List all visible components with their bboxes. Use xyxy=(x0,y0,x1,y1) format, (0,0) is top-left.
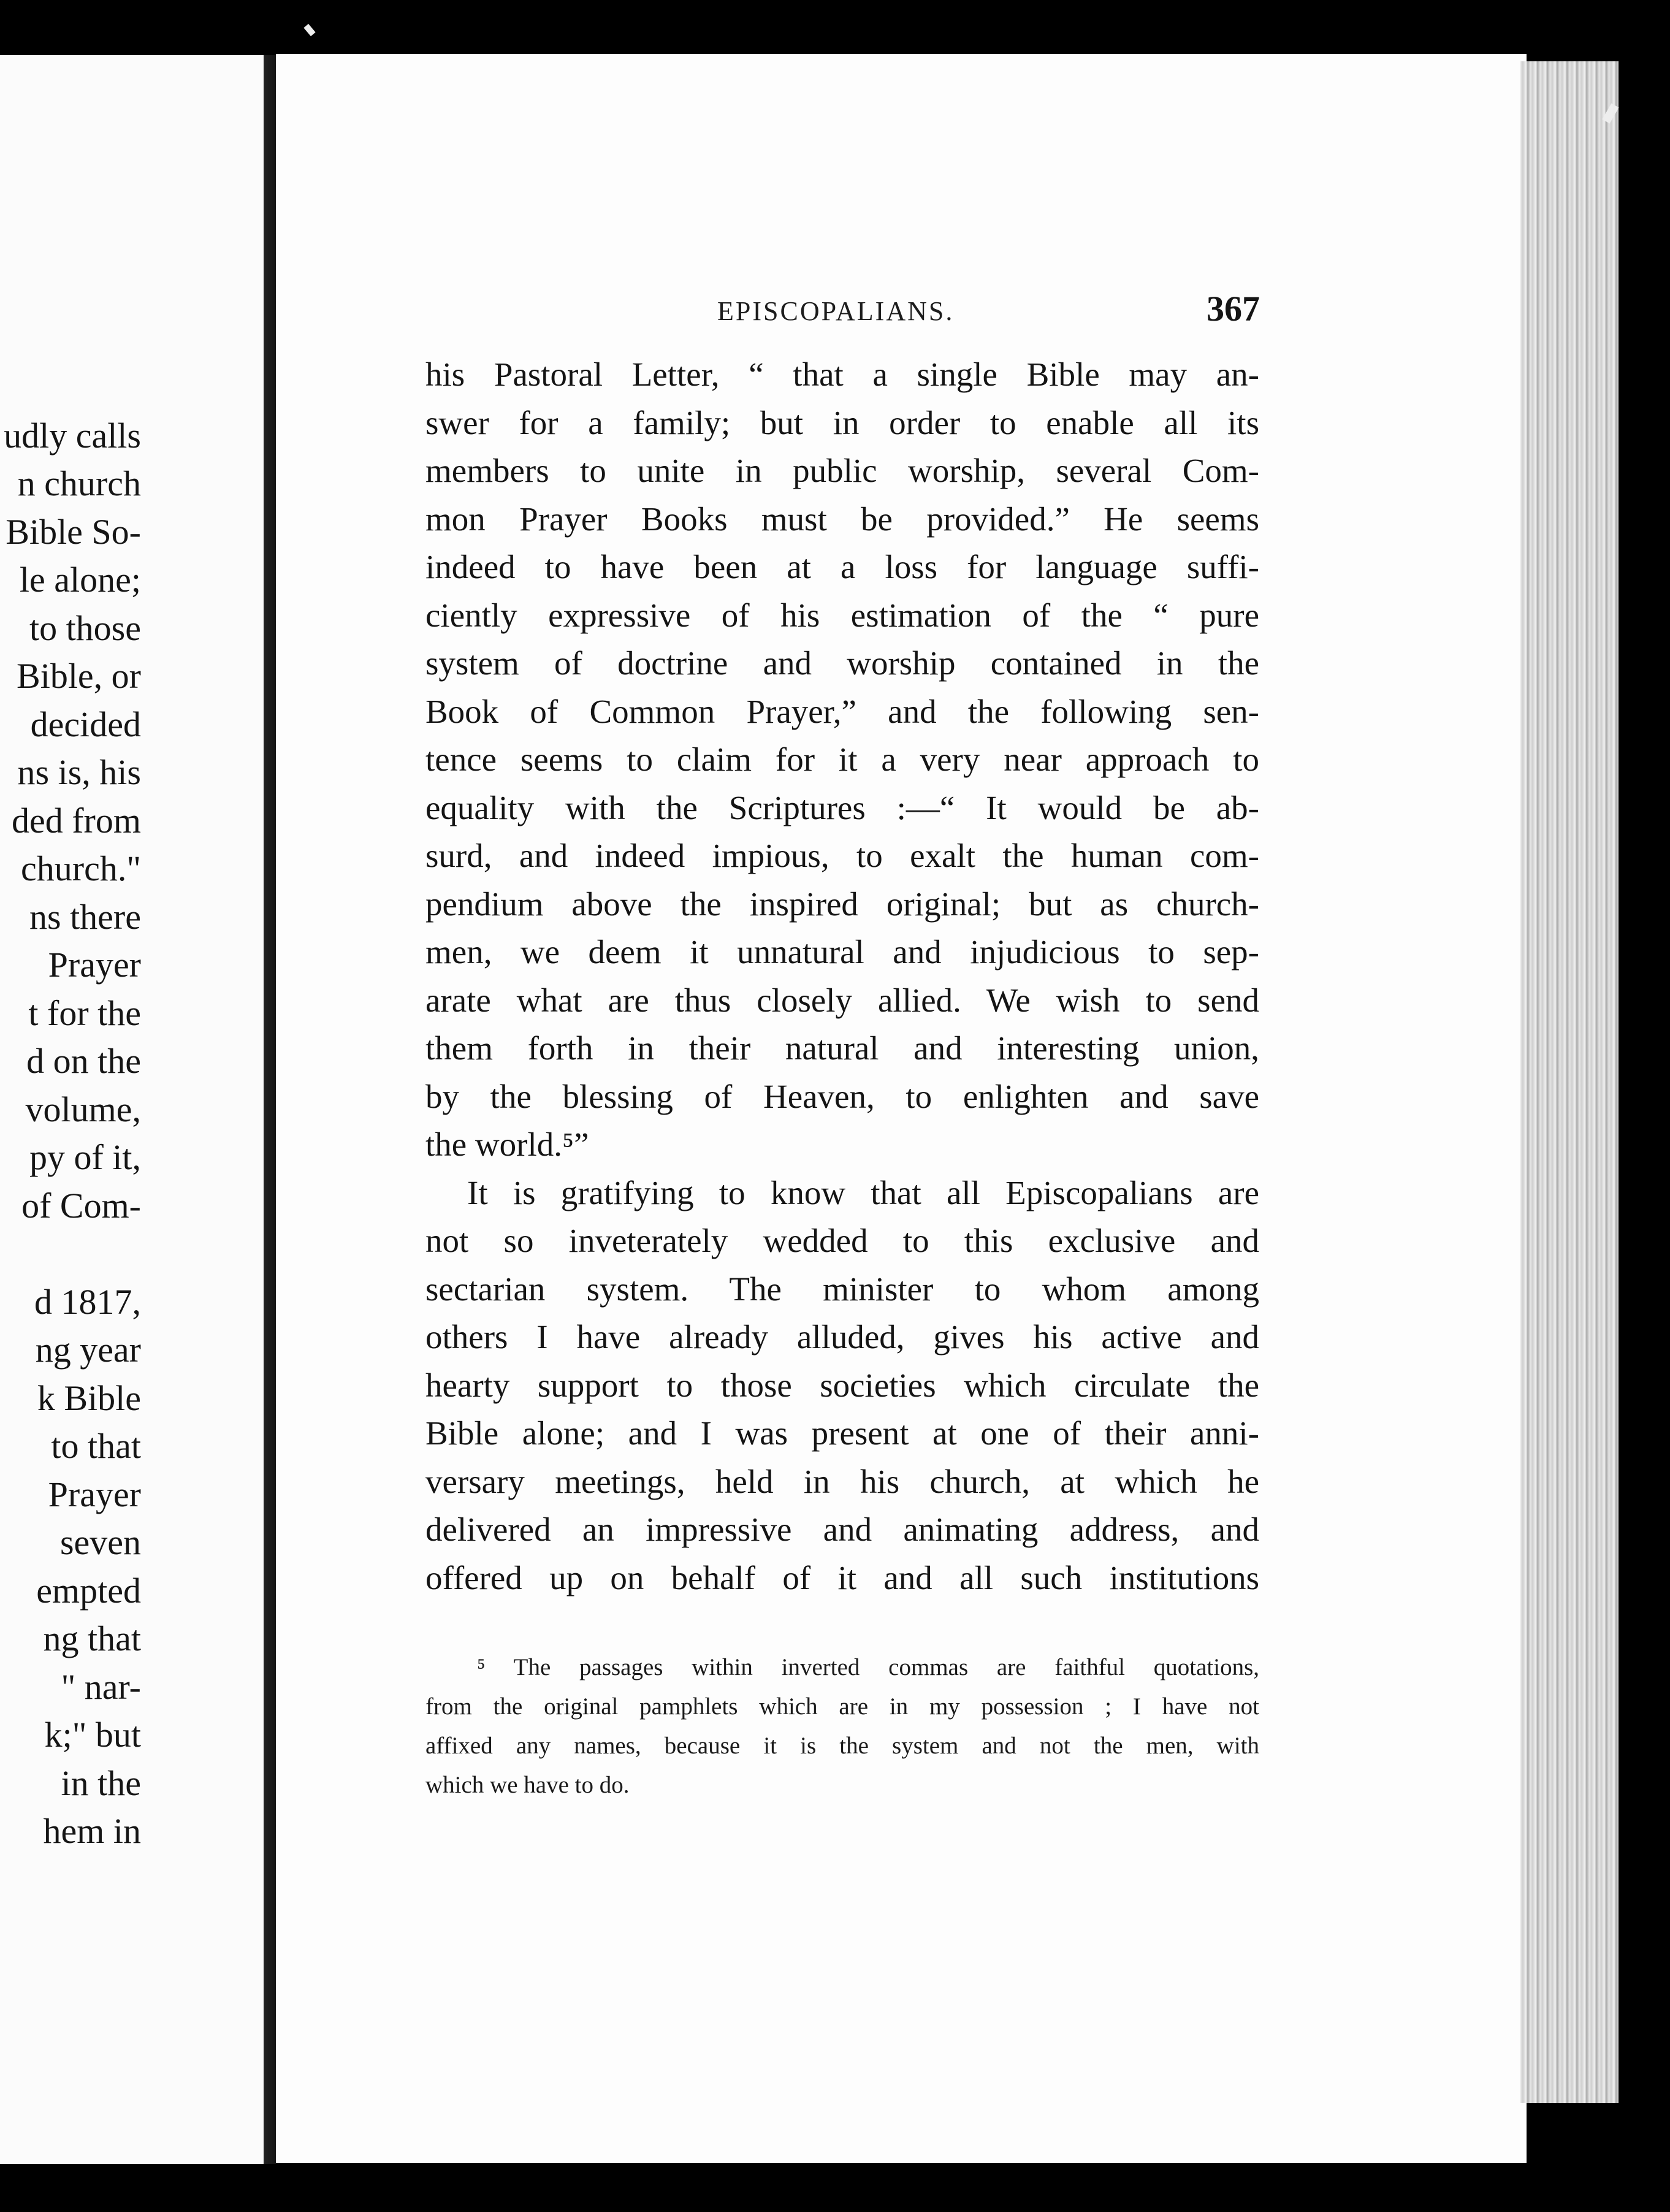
text-line: the world.⁵” xyxy=(425,1126,589,1163)
text-line: his Pastoral Letter, “ that a single Bible may an- xyxy=(425,356,1259,393)
text-line: indeed to have been at a loss for language suffi- xyxy=(425,548,1259,585)
left-page-fragment: Prayer xyxy=(48,945,141,985)
left-page-fragment: py of it, xyxy=(29,1137,141,1177)
left-page-fragment: hem in xyxy=(43,1811,141,1851)
text-line: mon Prayer Books must be provided.” He seems xyxy=(425,500,1259,538)
left-page-fragment: k Bible xyxy=(37,1378,141,1418)
left-page-fragment: volume, xyxy=(25,1089,141,1129)
left-page-fragment: of Com- xyxy=(21,1186,141,1226)
left-page-fragment: d 1817, xyxy=(34,1282,141,1322)
text-line: versary meetings, held in his church, at which he xyxy=(425,1462,1259,1500)
text-line: Book of Common Prayer,” and the following sen- xyxy=(425,692,1259,730)
scan-speck xyxy=(303,24,315,36)
left-page-fragment: seven xyxy=(59,1522,141,1562)
left-page-fragment: k;" but xyxy=(44,1715,141,1755)
text-line: It is gratifying to know that all Episcopalians are xyxy=(467,1173,1259,1211)
running-title: EPISCOPALIANS. xyxy=(717,296,955,326)
footnote-line: which we have to do. xyxy=(425,1772,630,1798)
text-line: delivered an impressive and animating address, and xyxy=(425,1511,1259,1548)
text-line: by the blessing of Heaven, to enlighten and save xyxy=(425,1077,1259,1115)
text-line: pendium above the inspired original; but as church- xyxy=(425,885,1259,923)
body-text xyxy=(425,351,1259,1602)
text-line: hearty support to those societies which circulate the xyxy=(425,1366,1259,1404)
footnote-line: affixed any names, because it is the system and not the men, with xyxy=(425,1733,1259,1759)
left-page-fragment: to that xyxy=(51,1426,141,1466)
page-number: 367 xyxy=(1207,289,1260,329)
left-page-fragment: to those xyxy=(29,608,141,648)
left-page-fragment: udly calls xyxy=(4,416,141,456)
text-line: tence seems to claim for it a very near approach to xyxy=(425,741,1259,778)
text-line: sectarian system. The minister to whom among xyxy=(425,1270,1259,1308)
text-line: swer for a family; but in order to enable all its xyxy=(425,403,1259,441)
left-page-fragment: Prayer xyxy=(48,1474,141,1514)
left-page-fragment: ded from xyxy=(12,801,141,841)
text-line: others I have already alluded, gives his active and xyxy=(425,1318,1259,1356)
text-line: members to unite in public worship, several Com- xyxy=(425,452,1259,489)
left-page-fragment: ng that xyxy=(43,1619,141,1658)
left-page-fragment: d on the xyxy=(26,1041,141,1081)
text-line: equality with the Scriptures :—“ It would be ab- xyxy=(425,788,1259,826)
left-page-fragment: " nar- xyxy=(61,1667,141,1707)
left-page-fragment: ns there xyxy=(29,897,141,937)
left-page-fragment: Bible So- xyxy=(6,512,141,552)
footnote xyxy=(425,1648,1259,1805)
footnote-line: ⁵ The passages within inverted commas are faithful quotations, xyxy=(477,1654,1259,1680)
left-page-fragment: ng year xyxy=(35,1330,141,1370)
text-line: Bible alone; and I was present at one of their anni- xyxy=(425,1414,1259,1452)
page-edges xyxy=(1520,61,1619,2103)
running-head xyxy=(717,288,1260,331)
left-page-fragment: Bible, or xyxy=(17,656,141,696)
left-page-fragment: t for the xyxy=(28,993,141,1033)
text-line: offered up on behalf of it and all such institutions xyxy=(425,1558,1259,1596)
left-page-fragment: church." xyxy=(21,849,141,888)
text-line: them forth in their natural and interesting union, xyxy=(425,1029,1259,1067)
text-line: surd, and indeed impious, to exalt the human com- xyxy=(425,837,1259,874)
left-page-fragment: empted xyxy=(36,1571,141,1611)
left-page xyxy=(0,55,264,2164)
left-page-fragment: le alone; xyxy=(19,560,141,600)
text-line: men, we deem it unnatural and injudicious to sep- xyxy=(425,933,1259,971)
text-line: arate what are thus closely allied. We wish to send xyxy=(425,981,1259,1019)
left-page-fragment: decided xyxy=(30,704,141,744)
left-page-fragment: ns is, his xyxy=(17,752,141,792)
left-page-fragment: n church xyxy=(17,463,141,503)
text-line: ciently expressive of his estimation of the “ pure xyxy=(425,596,1259,634)
text-line: not so inveterately wedded to this exclusive and xyxy=(425,1222,1259,1259)
left-page-fragment: in the xyxy=(61,1763,141,1803)
text-line: system of doctrine and worship contained in the xyxy=(425,644,1259,682)
footnote-line: from the original pamphlets which are in my possession ; I have not xyxy=(425,1693,1259,1720)
